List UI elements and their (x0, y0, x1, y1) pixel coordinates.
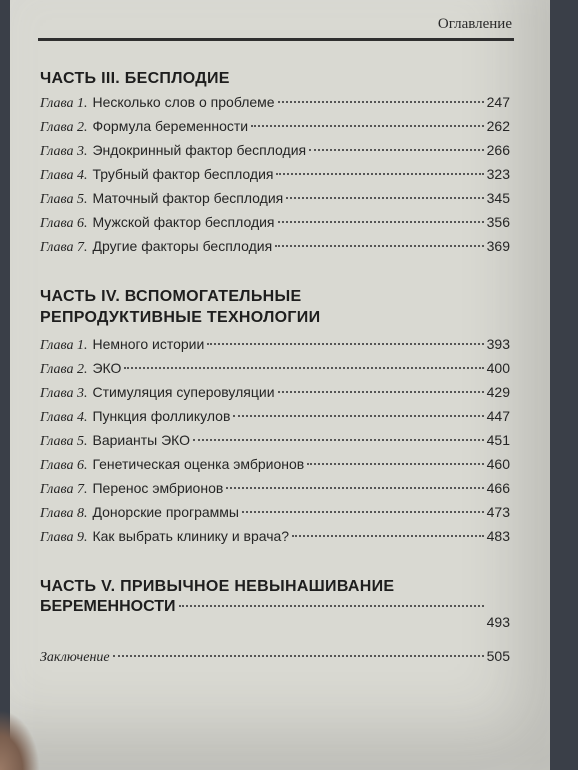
toc-entry-part-5[interactable] (40, 598, 510, 630)
leader-dots (207, 343, 483, 345)
part-5-title (40, 576, 394, 597)
chapter-title: ЭКО (92, 360, 122, 376)
chapter-title: Эндокринный фактор бесплодия (92, 142, 307, 158)
page-number: 483 (486, 528, 510, 544)
toc-entry[interactable] (40, 432, 510, 452)
chapter-number: Глава 1. (40, 96, 88, 111)
leader-dots (113, 655, 484, 657)
chapter-title: Пункция фолликулов (92, 408, 231, 424)
chapter-title: Трубный фактор бесплодия (92, 166, 274, 182)
chapter-number: Глава 4. (40, 168, 88, 183)
chapter-title: Формула беременности (92, 118, 249, 134)
toc-entry[interactable] (40, 94, 510, 114)
toc-entry[interactable] (40, 456, 510, 476)
chapter-title: Генетическая оценка эмбрионов (92, 456, 305, 472)
chapter-number: Глава 9. (40, 530, 88, 545)
toc-entry[interactable] (40, 238, 510, 258)
leader-dots (179, 605, 484, 607)
chapter-title: Немного истории (92, 336, 205, 352)
chapter-number: Глава 8. (40, 506, 88, 521)
toc-entry[interactable] (40, 142, 510, 162)
chapter-title: Перенос эмбрионов (92, 480, 224, 496)
page-number: 493 (486, 614, 510, 630)
page-number: 473 (486, 504, 510, 520)
part-5-title-line: ЧАСТЬ V. ПРИВЫЧНОЕ НЕВЫНАШИВАНИЕ (40, 578, 395, 595)
part-3-title (40, 68, 230, 89)
leader-dots (278, 391, 484, 393)
part-4-title (40, 286, 320, 328)
leader-dots (278, 101, 484, 103)
leader-dots (286, 197, 483, 199)
leader-dots (307, 463, 483, 465)
chapter-title: Маточный фактор бесплодия (92, 190, 284, 206)
chapter-number: Глава 6. (40, 458, 88, 473)
part-5-title-line: БЕРЕМЕННОСТИ (40, 598, 176, 615)
chapter-title: Донорские программы (92, 504, 239, 520)
toc-entry[interactable] (40, 214, 510, 234)
chapter-title: Мужской фактор бесплодия (92, 214, 275, 230)
chapter-number: Глава 4. (40, 410, 88, 425)
part-4-title-line: РЕПРОДУКТИВНЫЕ ТЕХНОЛОГИИ (40, 309, 321, 326)
chapter-title: Варианты ЭКО (92, 432, 191, 448)
chapter-number: Глава 6. (40, 216, 88, 231)
leader-dots (193, 439, 484, 441)
page-number: 356 (486, 214, 510, 230)
page-number: 451 (486, 432, 510, 448)
toc-entry[interactable] (40, 118, 510, 138)
leader-dots (226, 487, 483, 489)
chapter-number: Глава 2. (40, 362, 88, 377)
toc-entry[interactable] (40, 504, 510, 524)
chapter-title: Стимуляция суперовуляции (92, 384, 275, 400)
page-number: 460 (486, 456, 510, 472)
page-number: 266 (486, 142, 510, 158)
leader-dots (251, 125, 484, 127)
chapter-title: Другие факторы бесплодия (92, 238, 273, 254)
chapter-title: Несколько слов о проблеме (92, 94, 275, 110)
leader-dots (309, 149, 484, 151)
page-number: 262 (486, 118, 510, 134)
chapter-number: Глава 7. (40, 482, 88, 497)
leader-dots (275, 245, 483, 247)
chapter-number: Глава 3. (40, 144, 88, 159)
toc-entry[interactable] (40, 190, 510, 210)
page-number: 369 (486, 238, 510, 254)
part-4-title-line: ЧАСТЬ IV. ВСПОМОГАТЕЛЬНЫЕ (40, 288, 302, 305)
part-3-title-line: ЧАСТЬ III. БЕСПЛОДИЕ (40, 70, 230, 87)
toc-entry-conclusion[interactable] (40, 648, 510, 668)
finger-edge (0, 710, 40, 770)
chapter-number: Глава 1. (40, 338, 88, 353)
chapter-number: Глава 3. (40, 386, 88, 401)
page-number: 466 (486, 480, 510, 496)
chapter-number: Глава 5. (40, 434, 88, 449)
page-number: 393 (486, 336, 510, 352)
page-number: 345 (486, 190, 510, 206)
toc-entry[interactable] (40, 336, 510, 356)
chapter-number: Глава 2. (40, 120, 88, 135)
header-rule (38, 38, 514, 41)
toc-entry[interactable] (40, 360, 510, 380)
page-number: 429 (486, 384, 510, 400)
running-head: Оглавление (437, 16, 512, 32)
page-number: 505 (486, 648, 510, 664)
leader-dots (242, 511, 484, 513)
toc-entry[interactable] (40, 384, 510, 404)
toc-entry[interactable] (40, 408, 510, 428)
page-number: 447 (486, 408, 510, 424)
chapter-number: Глава 7. (40, 240, 88, 255)
leader-dots (278, 221, 484, 223)
toc-entry[interactable] (40, 528, 510, 548)
leader-dots (233, 415, 483, 417)
conclusion-title: Заключение (40, 650, 110, 665)
page-number: 400 (486, 360, 510, 376)
toc-entry[interactable] (40, 166, 510, 186)
toc-entry[interactable] (40, 480, 510, 500)
book-page (10, 0, 550, 770)
leader-dots (292, 535, 484, 537)
leader-dots (124, 367, 483, 369)
chapter-title: Как выбрать клинику и врача? (92, 528, 290, 544)
leader-dots (276, 173, 483, 175)
page-number: 323 (486, 166, 510, 182)
chapter-number: Глава 5. (40, 192, 88, 207)
page-number: 247 (486, 94, 510, 110)
